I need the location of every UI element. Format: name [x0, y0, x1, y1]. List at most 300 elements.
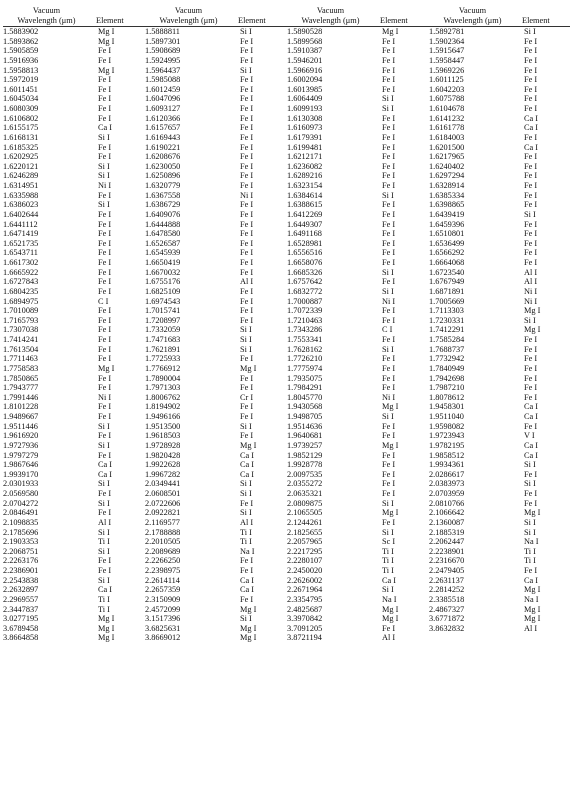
wavelength-cell: 3.6789458 — [3, 623, 39, 633]
element-cell: Ti I — [98, 537, 110, 547]
wavelength-cell: 1.6075788 — [429, 94, 465, 104]
element-cell: Fe I — [382, 84, 396, 94]
element-cell: Fe I — [524, 363, 538, 373]
element-cell: Fe I — [240, 55, 254, 65]
element-cell: Si I — [240, 27, 252, 36]
wavelength-cell: 2.3150909 — [145, 594, 181, 604]
wavelength-cell: 1.6201500 — [429, 142, 465, 152]
table-row — [3, 75, 570, 85]
wavelength-cell: 1.6013985 — [287, 84, 323, 94]
element-cell: Si I — [240, 421, 252, 431]
element-cell: Fe I — [524, 258, 538, 267]
wavelength-cell: 2.0097535 — [287, 469, 323, 479]
wavelength-cell: 1.5902364 — [429, 36, 465, 46]
element-cell: Ti I — [524, 546, 536, 556]
wavelength-cell: 1.6894975 — [3, 296, 39, 306]
element-cell: Ti I — [382, 566, 394, 575]
element-cell: Fe I — [240, 566, 254, 575]
element-cell: Si I — [98, 527, 110, 537]
element-cell: Fe I — [240, 94, 254, 104]
element-cell: Al I — [524, 267, 538, 277]
wavelength-cell: 1.6510801 — [429, 229, 465, 239]
element-cell: Fe I — [382, 335, 396, 344]
element-cell: Fe I — [240, 161, 254, 171]
element-cell: Mg I — [240, 363, 257, 373]
wavelength-cell: 1.9728928 — [145, 440, 181, 450]
wavelength-cell: 3.8669012 — [145, 633, 181, 643]
element-cell: Si I — [382, 94, 394, 104]
element-cell: Fe I — [524, 75, 538, 85]
wavelength-cell: 1.6240402 — [429, 161, 465, 171]
element-cell: Si I — [240, 489, 252, 498]
wavelength-cell: 1.7000887 — [287, 296, 323, 306]
wavelength-cell: 3.8664858 — [3, 633, 39, 643]
element-cell: Mg I — [98, 614, 115, 624]
element-cell: Fe I — [524, 190, 538, 200]
wavelength-cell: 1.9723943 — [429, 431, 465, 441]
element-cell: Na I — [240, 546, 255, 556]
element-cell: Si I — [240, 325, 252, 335]
wavelength-cell — [429, 633, 522, 643]
table-row — [3, 383, 570, 393]
wavelength-cell: 1.7585284 — [429, 335, 465, 344]
element-cell: Fe I — [240, 171, 254, 181]
wavelength-cell: 1.8101228 — [3, 402, 39, 412]
wavelength-cell: 1.7943777 — [3, 383, 39, 393]
element-cell: Fe I — [382, 152, 396, 162]
element-cell: Fe I — [382, 209, 396, 219]
element-cell: Fe I — [98, 566, 112, 575]
table-row — [3, 239, 570, 249]
table-row — [3, 556, 570, 566]
wavelength-cell: 1.9489667 — [3, 412, 39, 421]
element-cell: Si I — [524, 209, 536, 219]
element-cell: Fe I — [98, 354, 112, 364]
table-row — [3, 133, 570, 143]
table-header — [3, 1, 570, 27]
wavelength-cell: 1.5905859 — [3, 46, 39, 56]
wavelength-cell: 1.6478580 — [145, 229, 181, 239]
element-cell: Al I — [524, 277, 538, 287]
element-cell: Fe I — [98, 556, 112, 566]
element-cell: Fe I — [524, 171, 538, 181]
element-cell: Fe I — [98, 306, 112, 316]
wavelength-cell: 3.8632832 — [429, 623, 465, 633]
table-row — [3, 451, 570, 461]
wavelength-cell: 2.1825655 — [287, 527, 323, 537]
wavelength-cell: 1.7971303 — [145, 383, 181, 393]
element-cell: Fe I — [524, 181, 538, 190]
wavelength-cell: 3.1517396 — [145, 614, 181, 624]
wavelength-cell: 2.0922821 — [145, 508, 181, 518]
element-cell: Si I — [98, 421, 110, 431]
wavelength-cell: 1.6526587 — [145, 238, 181, 248]
wavelength-cell: 1.6528981 — [287, 238, 323, 248]
element-cell: Si I — [240, 335, 252, 344]
element-cell: Fe I — [240, 219, 254, 229]
element-cell: Si I — [98, 498, 110, 508]
header-wavelength-4: Vacuum Wavelength (μm) — [443, 6, 502, 25]
element-cell: Fe I — [524, 94, 538, 104]
wavelength-cell: 1.6386729 — [145, 200, 181, 210]
wavelength-cell: 1.9618503 — [145, 431, 181, 441]
element-cell: Fe I — [382, 113, 396, 123]
element-cell: Si I — [382, 527, 394, 537]
wavelength-cell: 1.6727843 — [3, 277, 39, 287]
wavelength-cell: 1.7307038 — [3, 325, 39, 335]
table-body — [3, 27, 570, 644]
element-cell: Fe I — [524, 383, 538, 393]
element-cell: Si I — [98, 440, 110, 450]
wavelength-cell: 1.6236082 — [287, 161, 323, 171]
element-cell: Ca I — [524, 113, 539, 123]
wavelength-cell: 2.2479405 — [429, 566, 465, 575]
element-cell: Ni I — [240, 190, 254, 200]
wavelength-cell: 1.6767949 — [429, 277, 465, 287]
wavelength-cell: 2.2543838 — [3, 575, 39, 585]
table-row — [3, 210, 570, 220]
element-cell: Ca I — [98, 123, 113, 133]
wavelength-cell: 1.6141232 — [429, 113, 465, 123]
wavelength-cell: 1.7991446 — [3, 392, 39, 402]
wavelength-cell: 1.7766912 — [145, 363, 181, 373]
element-cell: Fe I — [240, 498, 254, 508]
wavelength-cell: 1.9514636 — [287, 421, 323, 431]
element-cell: Fe I — [98, 344, 112, 354]
wavelength-cell: 1.9967282 — [145, 469, 181, 479]
element-cell: Mg I — [524, 614, 541, 624]
element-cell: Al I — [98, 517, 112, 527]
wavelength-cell: 3.6771872 — [429, 614, 465, 624]
wavelength-cell: 1.6012459 — [145, 84, 181, 94]
wavelength-cell: 1.6169443 — [145, 132, 181, 142]
element-cell: Fe I — [240, 75, 254, 85]
wavelength-cell: 1.6545939 — [145, 248, 181, 258]
element-cell: Fe I — [524, 344, 538, 354]
wavelength-cell: 2.0704272 — [3, 498, 39, 508]
wavelength-cell: 1.9727936 — [3, 440, 39, 450]
wavelength-cell: 1.9922628 — [145, 460, 181, 470]
element-cell: Mg I — [98, 27, 115, 36]
element-cell: Fe I — [382, 123, 396, 133]
element-cell: Fe I — [98, 75, 112, 85]
wavelength-cell: 1.6521735 — [3, 238, 39, 248]
element-cell: Fe I — [240, 46, 254, 56]
element-cell: Fe I — [240, 238, 254, 248]
wavelength-cell: 1.6664068 — [429, 258, 465, 267]
wavelength-cell: 1.6217965 — [429, 152, 465, 162]
wavelength-cell: 1.6335988 — [3, 190, 39, 200]
table-row — [3, 566, 570, 576]
element-cell: Mg I — [524, 604, 541, 614]
element-cell: Fe I — [98, 373, 112, 383]
element-cell: Mg I — [240, 440, 257, 450]
wavelength-cell: 2.2398975 — [145, 566, 181, 575]
wavelength-cell: 2.2068751 — [3, 546, 39, 556]
wavelength-cell: 1.9858512 — [429, 450, 465, 460]
wavelength-cell: 1.9934361 — [429, 460, 465, 470]
element-cell: Fe I — [98, 431, 112, 441]
element-cell: Fe I — [524, 161, 538, 171]
element-cell: Si I — [524, 479, 536, 489]
element-cell: Ti I — [524, 556, 536, 566]
wavelength-cell: 1.6650419 — [145, 258, 181, 267]
wavelength-cell: 1.8045770 — [287, 392, 323, 402]
element-cell: Fe I — [382, 479, 396, 489]
element-cell: Ni I — [382, 392, 396, 402]
element-cell: Fe I — [382, 219, 396, 229]
element-cell: Fe I — [98, 104, 112, 113]
element-cell: Fe I — [382, 171, 396, 181]
element-cell: Fe I — [98, 277, 112, 287]
table-row — [3, 268, 570, 278]
wavelength-cell: 1.6871891 — [429, 286, 465, 296]
wavelength-cell: 1.9430568 — [287, 402, 323, 412]
element-cell: Fe I — [98, 315, 112, 325]
wavelength-cell: 2.3354795 — [287, 594, 323, 604]
table-row — [3, 528, 570, 538]
element-cell: Fe I — [382, 238, 396, 248]
element-cell: Fe I — [98, 229, 112, 239]
element-cell: Fe I — [98, 402, 112, 412]
element-cell: Mg I — [524, 585, 541, 595]
element-cell: Si I — [524, 27, 536, 36]
wavelength-cell: 1.5908689 — [145, 46, 181, 56]
wavelength-cell: 2.2057965 — [287, 537, 323, 547]
element-cell: Si I — [382, 412, 394, 421]
wavelength-cell: 1.6491168 — [287, 229, 322, 239]
wavelength-cell: 1.7613504 — [3, 344, 39, 354]
wavelength-cell: 1.7412291 — [429, 325, 465, 335]
element-cell: Fe I — [524, 238, 538, 248]
wavelength-cell: 1.6441112 — [3, 219, 38, 229]
wavelength-cell: 1.6543711 — [3, 248, 38, 258]
element-cell: Mg I — [524, 508, 541, 518]
element-cell: Fe I — [98, 46, 112, 56]
element-cell: Mg I — [240, 633, 257, 643]
wavelength-cell: 1.7005669 — [429, 296, 465, 306]
table-row — [3, 200, 570, 210]
element-cell: Fe I — [240, 412, 254, 421]
wavelength-cell: 1.5964437 — [145, 65, 181, 75]
wavelength-cell: 1.7113303 — [429, 306, 464, 316]
table-row — [3, 422, 570, 432]
wavelength-cell: 1.9820428 — [145, 450, 181, 460]
wavelength-cell: 3.3970842 — [287, 614, 323, 624]
wavelength-cell: 1.5915647 — [429, 46, 465, 56]
element-cell: Fe I — [98, 219, 112, 229]
wavelength-cell: 2.4867327 — [429, 604, 465, 614]
element-cell: Mg I — [382, 604, 399, 614]
table-row — [3, 576, 570, 586]
wavelength-cell: 1.6168131 — [3, 132, 39, 142]
table-row — [3, 46, 570, 56]
wavelength-cell: 1.6160973 — [287, 123, 323, 133]
element-cell: Fe I — [524, 200, 538, 210]
table-row — [3, 402, 570, 412]
element-cell: Fe I — [382, 142, 396, 152]
wavelength-cell: 2.2263176 — [3, 556, 39, 566]
table-row — [3, 181, 570, 191]
element-cell: Ti I — [382, 556, 394, 566]
wavelength-cell: 1.5972019 — [3, 75, 39, 85]
wavelength-cell: 1.7758583 — [3, 363, 39, 373]
element-cell: Si I — [98, 479, 110, 489]
wavelength-cell: 1.9511040 — [429, 412, 464, 421]
element-cell: Fe I — [382, 306, 396, 316]
wavelength-cell: 1.5916936 — [3, 55, 39, 65]
wavelength-cell: 2.4825687 — [287, 604, 323, 614]
element-cell: Fe I — [382, 36, 396, 46]
element-cell: Fe I — [524, 566, 538, 575]
element-cell: Fe I — [524, 104, 538, 113]
wavelength-cell: 1.5888811 — [145, 27, 180, 36]
header-element-4: Element — [522, 16, 550, 25]
wavelength-cell: 2.2631137 — [429, 575, 464, 585]
element-cell: Fe I — [382, 517, 396, 527]
wavelength-cell: 1.7210463 — [287, 315, 323, 325]
wavelength-cell: 2.1244261 — [287, 517, 323, 527]
wavelength-cell: 1.6665922 — [3, 267, 39, 277]
wavelength-cell: 1.9852129 — [287, 450, 323, 460]
element-cell: Fe I — [98, 335, 112, 344]
wavelength-cell: 1.6685326 — [287, 267, 323, 277]
wavelength-cell: 1.6185325 — [3, 142, 39, 152]
wavelength-cell: 2.2657359 — [145, 585, 181, 595]
element-cell: Mg I — [98, 36, 115, 46]
element-cell: Fe I — [382, 46, 396, 56]
element-cell: Ni I — [524, 286, 538, 296]
element-cell: Mg I — [382, 402, 399, 412]
wavelength-cell: 1.6230050 — [145, 161, 181, 171]
wavelength-cell: 1.6658076 — [287, 258, 323, 267]
wavelength-cell: 3.0277195 — [3, 614, 39, 624]
wavelength-cell: 1.6566292 — [429, 248, 465, 258]
table-row — [3, 114, 570, 124]
wavelength-cell: 2.2450020 — [287, 566, 323, 575]
wavelength-cell: 1.8194902 — [145, 402, 181, 412]
element-cell: Fe I — [98, 84, 112, 94]
wavelength-cell: 1.7732942 — [429, 354, 465, 364]
element-cell: Si I — [382, 190, 394, 200]
wavelength-cell: 1.6220121 — [3, 161, 39, 171]
element-cell: Fe I — [382, 132, 396, 142]
wavelength-cell: 2.1169577 — [145, 517, 180, 527]
wavelength-cell: 2.0846491 — [3, 508, 39, 518]
table-row — [3, 374, 570, 384]
element-cell: Fe I — [382, 258, 396, 267]
table-row — [3, 585, 570, 595]
wavelength-cell: 2.0301933 — [3, 479, 39, 489]
table-row — [3, 364, 570, 374]
element-cell: Fe I — [524, 489, 538, 498]
element-cell: Fe I — [382, 383, 396, 393]
element-cell: Ca I — [98, 585, 113, 595]
wavelength-cell: 1.6471419 — [3, 229, 39, 239]
wavelength-cell: 1.5893862 — [3, 36, 39, 46]
element-cell: Fe I — [524, 219, 538, 229]
element-cell: Fe I — [382, 181, 396, 190]
wavelength-cell: 1.6289216 — [287, 171, 323, 181]
element-cell: Si I — [98, 546, 110, 556]
element-cell: Fe I — [240, 267, 254, 277]
wavelength-cell: 1.7942698 — [429, 373, 465, 383]
element-cell: Na I — [382, 594, 397, 604]
wavelength-cell: 1.6388615 — [287, 200, 323, 210]
table-row — [3, 605, 570, 615]
wavelength-cell: 2.4572099 — [145, 604, 181, 614]
element-cell: Fe I — [382, 248, 396, 258]
element-cell: Fe I — [240, 229, 254, 239]
header-wavelength-1: Vacuum Wavelength (μm) — [17, 6, 76, 25]
element-cell: Fe I — [382, 354, 396, 364]
element-cell: Si I — [382, 498, 394, 508]
header-wavelength-3: Vacuum Wavelength (μm) — [301, 6, 360, 25]
wavelength-cell: 2.0722606 — [145, 498, 181, 508]
element-cell: Fe I — [524, 84, 538, 94]
wavelength-cell: 1.7987210 — [429, 383, 465, 393]
table-row — [3, 287, 570, 297]
element-cell: Mg I — [240, 623, 257, 633]
element-cell: Fe I — [98, 258, 112, 267]
table-row — [3, 277, 570, 287]
element-cell: Si I — [524, 460, 536, 470]
table-row — [3, 431, 570, 441]
element-cell: Fe I — [240, 296, 254, 306]
element-cell: Fe I — [382, 431, 396, 441]
table-row — [3, 624, 570, 634]
table-row — [3, 470, 570, 480]
element-cell: Fe I — [98, 508, 112, 518]
table-row — [3, 479, 570, 489]
element-cell: Sc I — [382, 537, 396, 547]
element-cell: Fe I — [524, 152, 538, 162]
wavelength-cell: 2.2062447 — [429, 537, 465, 547]
wavelength-cell: 1.6385334 — [429, 190, 465, 200]
element-cell: Fe I — [382, 469, 396, 479]
wavelength-cell: 1.7890004 — [145, 373, 181, 383]
wavelength-cell: 1.5910387 — [287, 46, 323, 56]
wavelength-cell: 1.7726210 — [287, 354, 323, 364]
wavelength-cell: 1.6199481 — [287, 142, 323, 152]
element-cell: Fe I — [240, 132, 254, 142]
element-cell: Mg I — [382, 27, 399, 36]
wavelength-cell: 1.7230331 — [429, 315, 465, 325]
wavelength-cell: 1.5966916 — [287, 65, 323, 75]
element-cell: Mg I — [382, 440, 399, 450]
table-row — [3, 460, 570, 470]
element-cell: Al I — [240, 277, 254, 287]
wavelength-cell: 1.5883902 — [3, 27, 39, 36]
wavelength-cell: 1.9640681 — [287, 431, 323, 441]
element-cell: Fe I — [524, 36, 538, 46]
element-cell: Si I — [98, 132, 110, 142]
element-cell: Fe I — [240, 113, 254, 123]
element-cell: Fe I — [524, 248, 538, 258]
element-cell: Fe I — [382, 489, 396, 498]
wavelength-cell: 2.2316670 — [429, 556, 465, 566]
table-row — [3, 229, 570, 239]
wavelength-cell: 1.6617302 — [3, 258, 39, 267]
wavelength-cell: 1.6184003 — [429, 132, 465, 142]
element-cell: Fe I — [240, 315, 254, 325]
element-cell: Ca I — [524, 412, 539, 421]
wavelength-cell: 1.7208997 — [145, 315, 181, 325]
wavelength-cell: 1.6314951 — [3, 181, 39, 190]
wavelength-cell: 1.6556516 — [287, 248, 323, 258]
wavelength-cell: 1.6804235 — [3, 286, 39, 296]
wavelength-cell: 1.6755176 — [145, 277, 181, 287]
